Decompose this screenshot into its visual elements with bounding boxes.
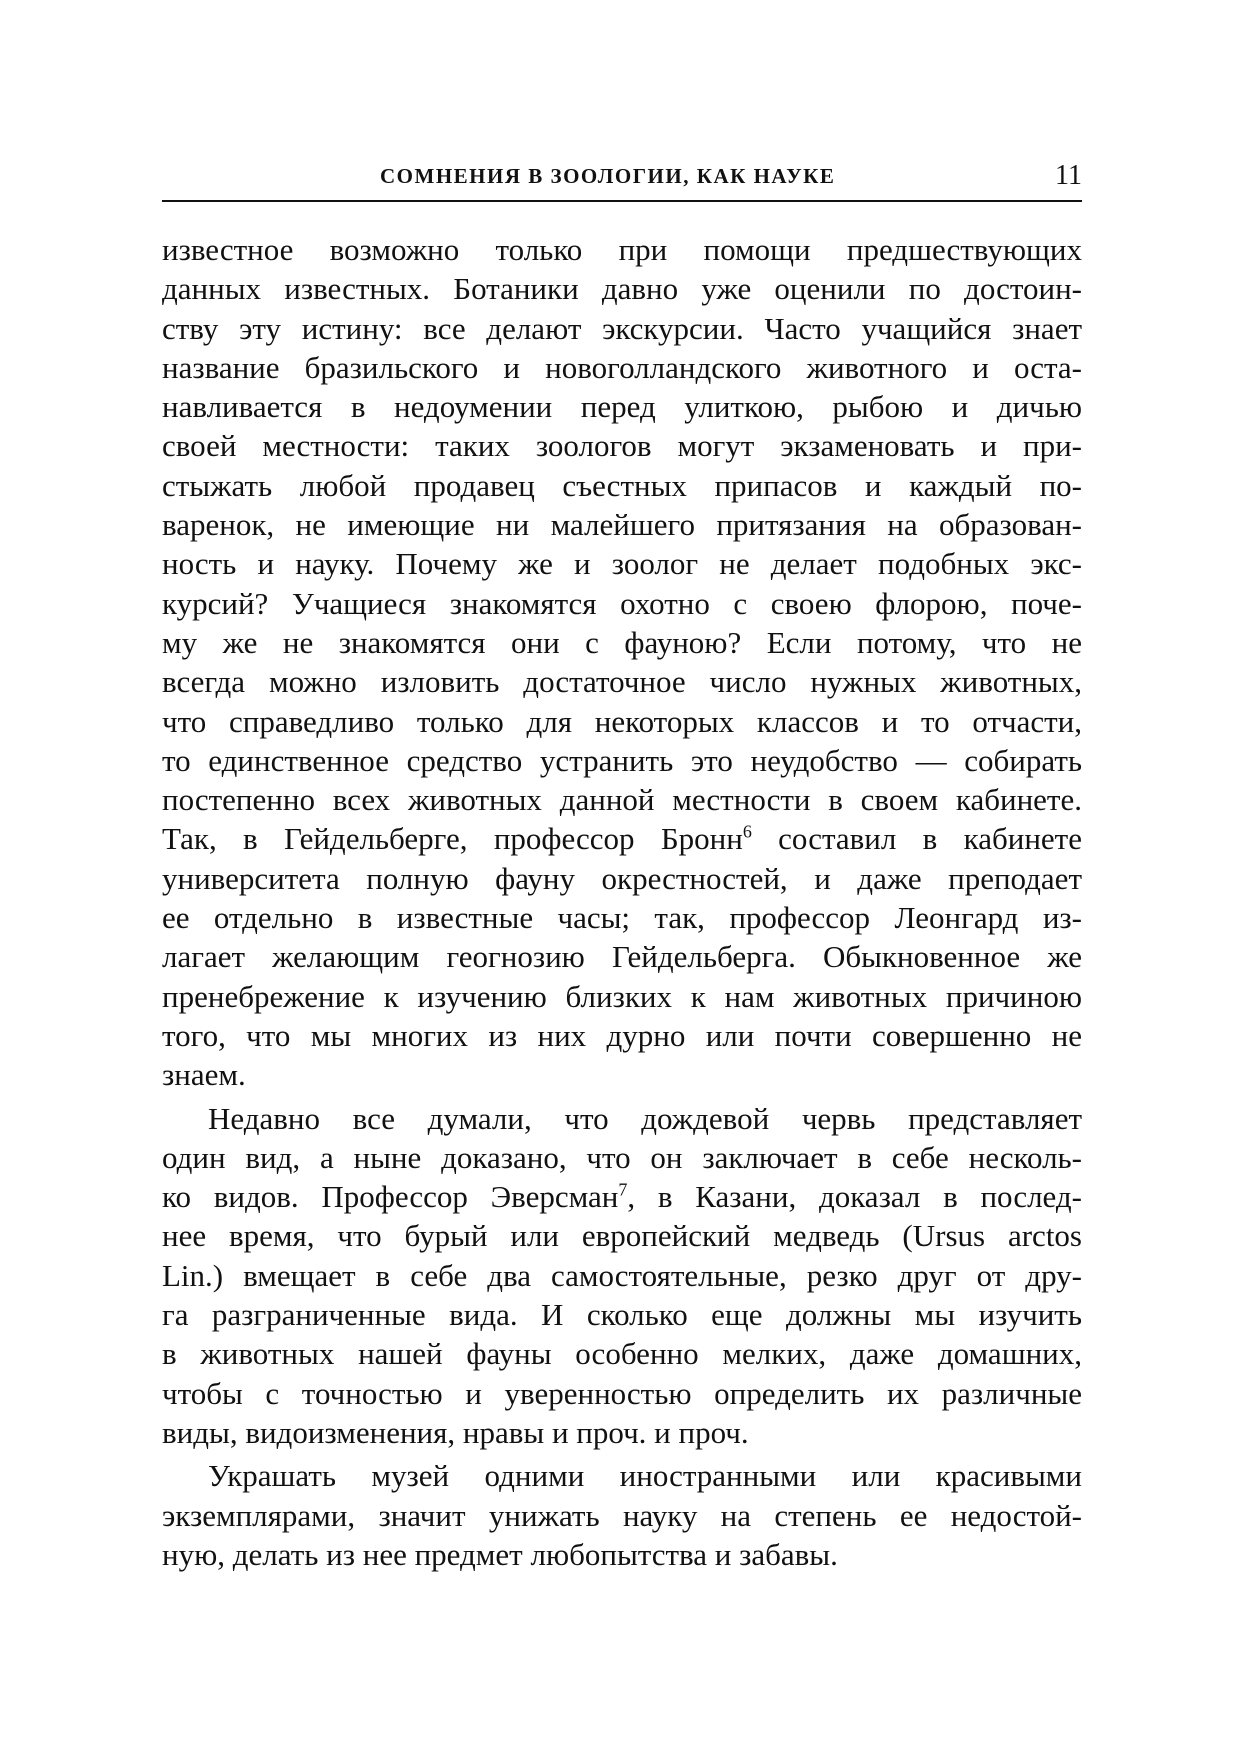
text-line: то единственное средство устранить это неудобство — собирать [162, 742, 1082, 778]
text-line: известное возможно только при помощи предшествующих [162, 232, 1082, 267]
book-page [162, 150, 1082, 1574]
text-line: ее отдельно в известные часы; так, профессор Леонгард из- [162, 900, 1082, 936]
text-line: ную, делать из нее предмет любопытства и забавы. [162, 1536, 838, 1572]
text-line: своей местности: таких зоологов могут экзаменовать и при- [162, 428, 1082, 464]
text-line: ству эту истину: все делают экскурсии. Часто учащийся знает [162, 310, 1082, 346]
text-line: Украшать музей одними иностранными или красивыми [208, 1458, 1082, 1494]
text-line: данных известных. Ботаники давно уже оценили по достоин- [162, 271, 1082, 307]
paragraph-3 [162, 1456, 1082, 1574]
text-line-with-note [162, 1177, 1082, 1216]
paragraph-1 [162, 230, 1082, 1095]
text-line: навливается в недоумении перед улиткою, рыбою и дичью [162, 389, 1082, 425]
body-text [162, 230, 1082, 1574]
text-line: виды, видоизменения, нравы и проч. и проч. [162, 1414, 749, 1450]
text-line: всегда можно изловить достаточное число нужных животных, [162, 664, 1082, 700]
text-line: ность и науку. Почему же и зоолог не делает подобных экс- [162, 546, 1082, 582]
text-line: постепенно всех животных данной местности в своем кабинете. [162, 782, 1082, 818]
text-line: лагает желающим геогнозию Гейдельберга. Обыкновенное же [162, 939, 1082, 975]
text-line: нее время, что бурый или европейский медведь (Ursus arctos [162, 1218, 1082, 1254]
text-line: пренебрежение к изучению близких к нам животных причиною [162, 978, 1082, 1014]
footnote-marker[interactable]: 7 [618, 1179, 628, 1200]
text-line: название бразильского и новоголландского животного и оста- [162, 349, 1082, 385]
text-line: что справедливо только для некоторых классов и то отчасти, [162, 703, 1082, 739]
text-fragment: составил в кабинете [751, 821, 1082, 857]
page-number: 11 [1055, 160, 1082, 191]
text-fragment: ко видов. Профессор Эверсман [162, 1179, 619, 1215]
text-line: Недавно все думали, что дождевой червь представляет [208, 1100, 1082, 1136]
text-line: чтобы с точностью и уверенностью определить их различные [162, 1375, 1082, 1411]
text-line: му же не знакомятся они с фауною? Если потому, что не [162, 624, 1082, 660]
footnote-marker[interactable]: 6 [742, 822, 752, 843]
text-line: университета полную фауну окрестностей, и даже преподает [162, 860, 1082, 896]
text-line: один вид, а ныне доказано, что он заключает в себе несколь- [162, 1139, 1082, 1175]
text-line: Lin.) вмещает в себе два самостоятельные, резко друг от дру- [162, 1257, 1082, 1293]
text-line: в животных нашей фауны особенно мелких, даже домашних, [162, 1336, 1082, 1372]
text-line: экземплярами, значит унижать науку на степень ее недостой- [162, 1497, 1082, 1533]
text-line: знаем. [162, 1057, 246, 1093]
text-fragment: Так, в Гейдельберге, профессор Бронн [162, 821, 743, 857]
text-line: того, что мы многих из них дурно или почти совершенно не [162, 1017, 1082, 1053]
text-line: стыжать любой продавец съестных припасов и каждый по- [162, 467, 1082, 503]
paragraph-2 [162, 1099, 1082, 1453]
text-line-with-note [162, 819, 1082, 858]
text-line: га разграниченные вида. И сколько еще должны мы изучить [162, 1297, 1082, 1333]
text-line: варенок, не имеющие ни малейшего притязания на образован- [162, 507, 1082, 543]
running-head [162, 150, 1082, 202]
text-line: курсий? Учащиеся знакомятся охотно с своею флорою, поче- [162, 585, 1082, 621]
text-fragment: , в Казани, доказал в послед- [627, 1179, 1082, 1215]
running-title: СОМНЕНИЯ В ЗООЛОГИИ, КАК НАУКЕ [380, 164, 836, 188]
